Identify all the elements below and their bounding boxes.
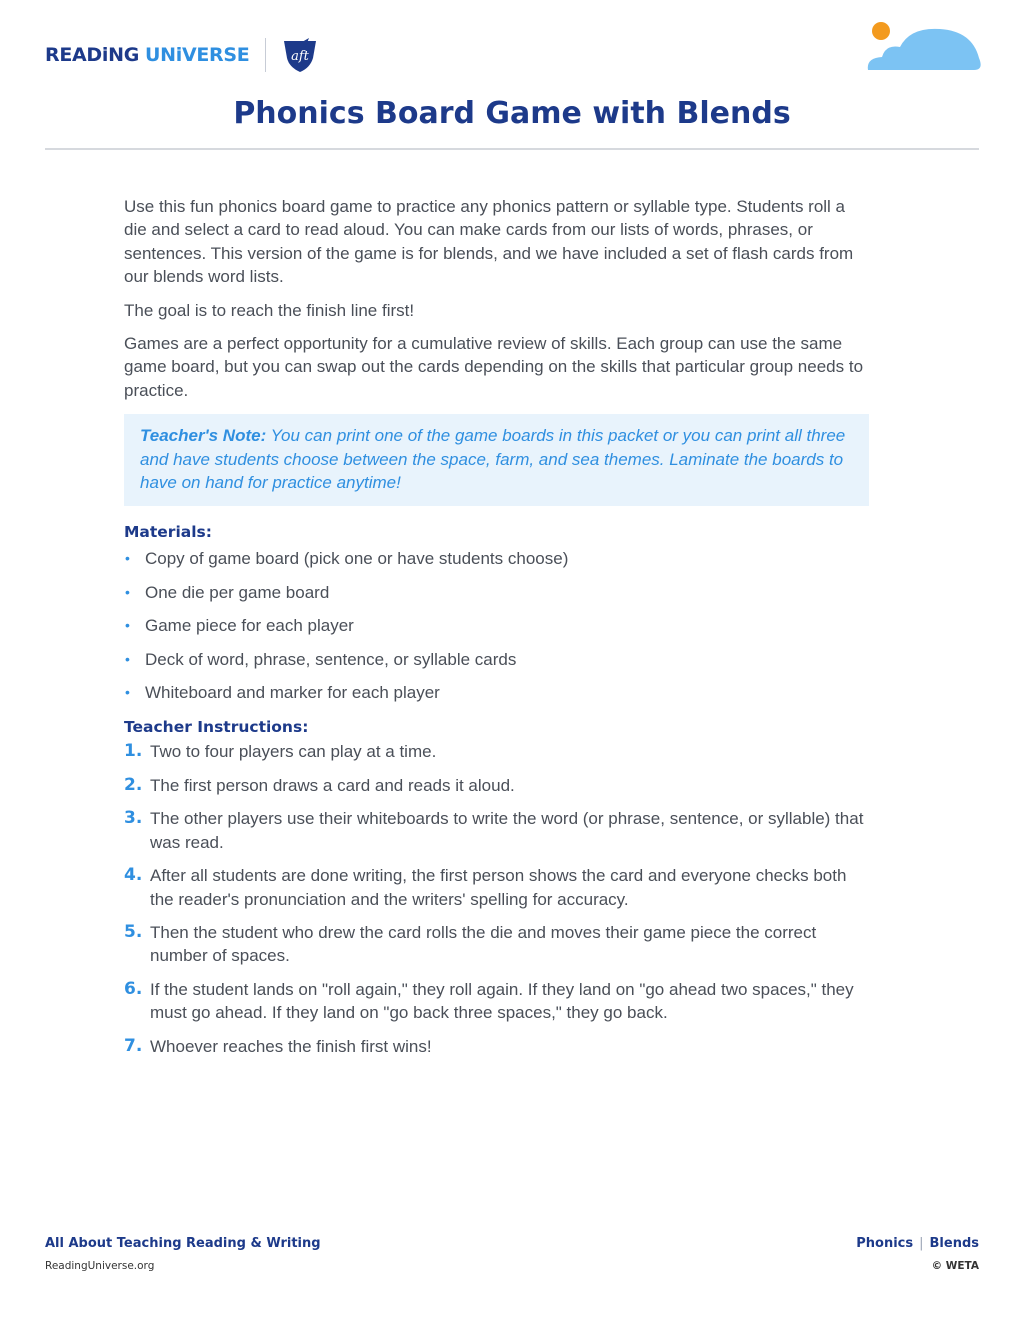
footer-right [856, 1236, 979, 1272]
step-text: The other players use their whiteboards to write the word (or phrase, sentence, or syllable) that was read. [150, 809, 864, 852]
step-number: 3. [124, 808, 143, 829]
bullet-icon: • [125, 550, 130, 567]
goal-paragraph: The goal is to reach the finish line first! [124, 300, 415, 320]
logo-reading-text: READiNG [45, 44, 139, 66]
footer-category-blends: Blends [929, 1236, 979, 1251]
list-item-text: One die per game board [145, 582, 330, 602]
step-item [124, 864, 869, 911]
step-number: 7. [124, 1035, 143, 1056]
step-item [124, 1035, 869, 1058]
sun-cloud-decoration-icon [862, 18, 984, 74]
teacher-note-label: Teacher's Note: [140, 426, 267, 446]
intro-paragraph: Use this fun phonics board game to practice any phonics pattern or syllable type. Students roll a die and select a card to read aloud. You can make cards from our lists of words, phrases, or sentences. This version of the game is for blends, and we have included a set of flash cards from our blends word lists. [124, 197, 854, 287]
step-text: After all students are done writing, the first person shows the card and everyone checks both the reader's pronunciation and the writers' spelling for accuracy. [150, 866, 847, 909]
list-item-text: Whiteboard and marker for each player [145, 683, 440, 703]
reading-universe-logo [45, 36, 320, 74]
list-item [124, 648, 869, 671]
step-number: 2. [124, 774, 143, 795]
footer-separator: | [919, 1236, 924, 1251]
step-item [124, 807, 869, 854]
list-item [124, 547, 869, 570]
footer-url: ReadingUniverse.org [45, 1260, 155, 1272]
bullet-icon: • [125, 583, 130, 600]
footer-category-phonics: Phonics [856, 1236, 914, 1251]
step-text: Two to four players can play at a time. [150, 742, 437, 762]
step-item [124, 978, 869, 1025]
review-paragraph: Games are a perfect opportunity for a cumulative review of skills. Each group can use the same game board, but you can swap out the cards depending on the skills that particular group needs to practice. [124, 334, 864, 400]
list-item [124, 614, 869, 637]
teacher-note [124, 414, 869, 506]
aft-logo-text: aft [291, 49, 310, 64]
main-content [124, 195, 869, 1068]
aft-logo-icon [280, 36, 320, 74]
list-item [124, 581, 869, 604]
footer-copyright: © WETA [931, 1260, 979, 1272]
instructions-heading: Teacher Instructions: [124, 718, 309, 737]
bullet-icon: • [125, 684, 130, 701]
footer-tagline: All About Teaching Reading & Writing [45, 1236, 321, 1251]
footer-categories [856, 1236, 979, 1251]
list-item-text: Game piece for each player [145, 616, 354, 636]
materials-heading: Materials: [124, 523, 212, 542]
step-text: If the student lands on "roll again," they roll again. If they land on "go ahead two spaces," they must go ahead. If they land on "go back three spaces," they go back. [150, 979, 854, 1023]
logo-universe-text: UNiVERSE [145, 44, 250, 66]
step-number: 1. [124, 741, 143, 762]
step-item [124, 740, 869, 763]
step-item [124, 774, 869, 797]
page-title: Phonics Board Game with Blends [233, 96, 791, 131]
step-text: The first person draws a card and reads it aloud. [150, 775, 515, 795]
step-item [124, 921, 869, 968]
logo-divider [265, 38, 266, 72]
footer-left [45, 1236, 321, 1272]
teacher-note-text: You can print one of the game boards in this packet or you can print all three and have students choose between the space, farm, and sea themes. Laminate the boards to have on hand for practice anytime! [140, 426, 846, 493]
list-item-text: Deck of word, phrase, sentence, or syllable cards [145, 649, 517, 669]
materials-list [124, 547, 869, 704]
step-number: 4. [124, 865, 143, 886]
step-text: Then the student who drew the card rolls the die and moves their game piece the correct number of spaces. [150, 922, 817, 966]
step-number: 5. [124, 921, 143, 942]
step-number: 6. [124, 978, 143, 999]
list-item [124, 681, 869, 704]
bullet-icon: • [125, 617, 130, 634]
title-divider [45, 148, 979, 150]
bullet-icon: • [125, 650, 130, 667]
list-item-text: Copy of game board (pick one or have students choose) [145, 549, 569, 569]
instructions-list [124, 740, 869, 1057]
step-text: Whoever reaches the finish first wins! [150, 1036, 432, 1056]
